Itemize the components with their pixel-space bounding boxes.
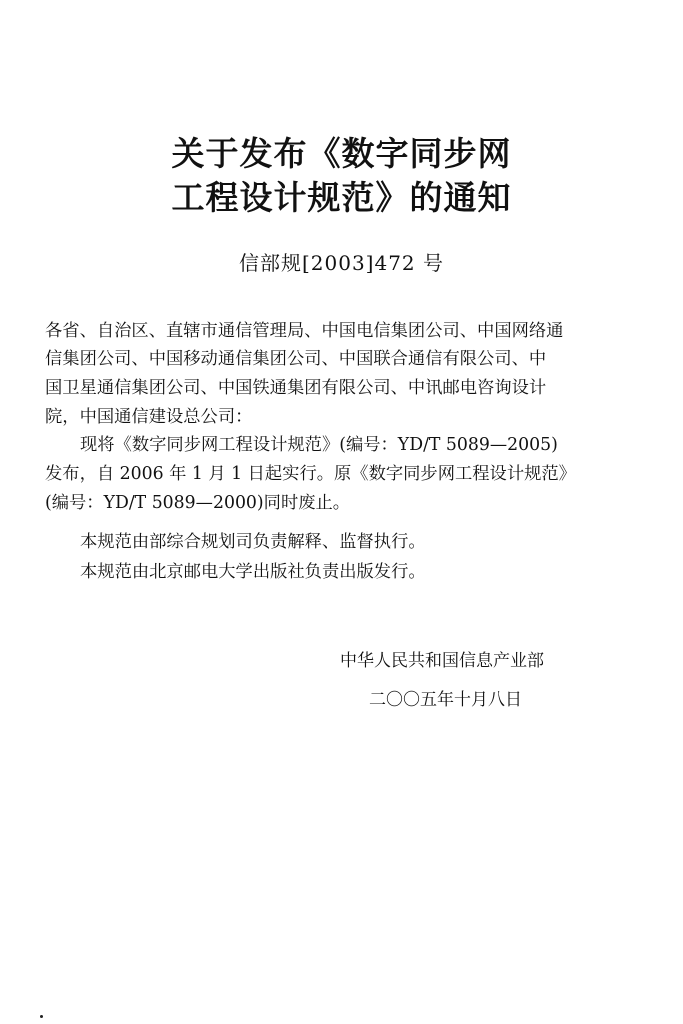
title-line-1: 关于发布《数字同步网 xyxy=(171,134,512,173)
signature-date: 二〇〇五年十月八日 xyxy=(369,690,522,710)
body-line-1: 各省、自治区、直辖市通信管理局、中国电信集团公司、中国网络通 xyxy=(45,321,564,341)
page-mark xyxy=(40,1015,43,1018)
document-number: 信部规[2003]472 号 xyxy=(238,251,445,275)
body-line-8: 本规范由部综合规划司负责解释、监督执行。 xyxy=(80,532,426,552)
title-line-2: 工程设计规范》的通知 xyxy=(171,178,512,217)
signature-org: 中华人民共和国信息产业部 xyxy=(340,651,544,671)
body-line-6: 发布，自 2006 年 1 月 1 日起实行。原《数字同步网工程设计规范》 xyxy=(45,464,576,484)
body-line-4: 院，中国通信建设总公司： xyxy=(45,407,253,427)
body-line-3: 国卫星通信集团公司、中国铁通集团有限公司、中讯邮电咨询设计 xyxy=(45,378,547,398)
body-line-2: 信集团公司、中国移动通信集团公司、中国联合通信有限公司、中 xyxy=(45,349,547,369)
body-line-5: 现将《数字同步网工程设计规范》(编号：YD/T 5089—2005) xyxy=(80,435,558,455)
body-line-9: 本规范由北京邮电大学出版社负责出版发行。 xyxy=(80,562,426,582)
body-line-7: (编号：YD/T 5089—2000)同时废止。 xyxy=(45,493,351,513)
